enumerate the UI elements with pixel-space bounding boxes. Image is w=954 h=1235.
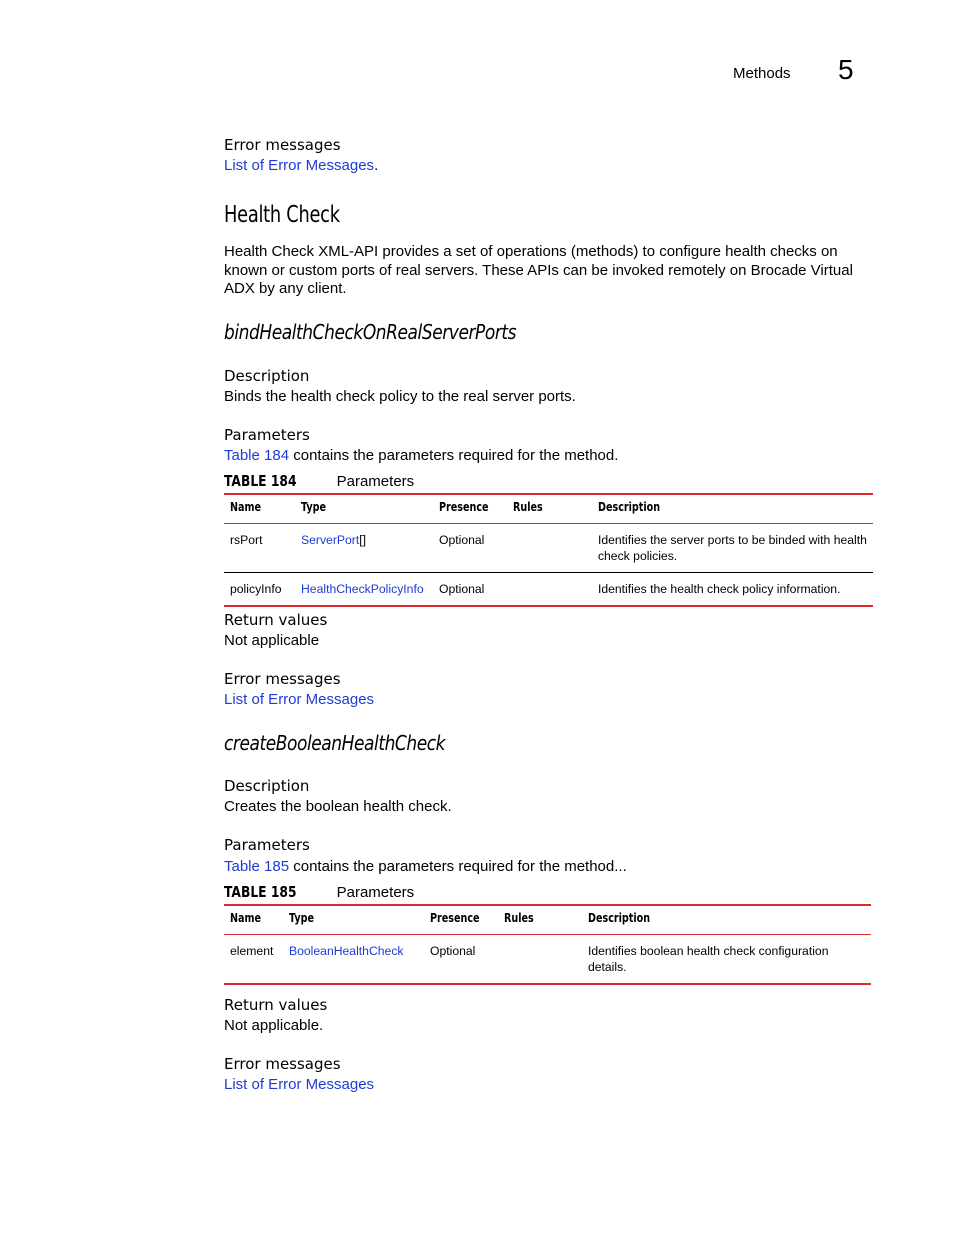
col-header-rules: Rules: [507, 494, 592, 524]
col-header-presence: Presence: [433, 494, 507, 524]
error-messages-heading: Error messages: [224, 136, 341, 154]
parameters-text: contains the parameters required for the method.: [289, 447, 619, 464]
description-heading: Description: [224, 367, 310, 385]
table-caption-text: Parameters: [336, 884, 415, 901]
table-caption-text: Parameters: [336, 473, 415, 490]
table-label: TABLE 184: [224, 472, 297, 490]
type-suffix: []: [359, 533, 367, 547]
description-text: Binds the health check policy to the real server ports.: [224, 388, 576, 405]
table-185-link[interactable]: Table 185: [224, 858, 290, 875]
cell-presence: Optional: [433, 524, 507, 573]
col-header-rules: Rules: [498, 905, 582, 935]
return-values-text: Not applicable.: [224, 1017, 324, 1034]
cell-rules: [507, 573, 592, 607]
type-link[interactable]: BooleanHealthCheck: [289, 944, 404, 958]
running-header-section: Methods: [733, 65, 791, 82]
error-messages-link[interactable]: List of Error Messages: [224, 1076, 375, 1093]
return-values-heading: Return values: [224, 996, 328, 1014]
cell-description: Identifies the server ports to be binded with health check policies.: [592, 524, 873, 573]
error-messages-line: [224, 691, 374, 710]
error-messages-line: [224, 1076, 374, 1095]
cell-rules: [507, 524, 592, 573]
section-title: Health Check: [224, 202, 340, 228]
parameters-text: contains the parameters required for the method...: [289, 858, 627, 875]
section-intro: Health Check XML-API provides a set of operations (methods) to configure health checks on known or custom ports of real servers. These APIs can be invoked remotely on Brocade Virtual ADX by any client.: [224, 243, 853, 297]
parameters-table-184: [224, 493, 873, 607]
col-header-name: Name: [224, 494, 295, 524]
cell-type: [283, 935, 424, 985]
parameters-heading: Parameters: [224, 836, 310, 854]
col-header-type: Type: [295, 494, 433, 524]
col-header-name: Name: [224, 905, 283, 935]
type-link[interactable]: ServerPort: [301, 533, 360, 547]
table-row: [224, 935, 871, 985]
table-row: [224, 573, 873, 607]
cell-type: [295, 573, 433, 607]
col-header-type: Type: [283, 905, 424, 935]
error-messages-heading: Error messages: [224, 670, 341, 688]
parameters-table-185: [224, 904, 871, 985]
chapter-number: 5: [838, 54, 854, 85]
col-header-description: Description: [582, 905, 871, 935]
error-messages-heading: Error messages: [224, 1055, 341, 1073]
error-messages-link[interactable]: List of Error Messages: [224, 157, 375, 174]
table-header-row: [224, 905, 871, 935]
return-values-text: Not applicable: [224, 632, 320, 649]
type-link[interactable]: HealthCheckPolicyInfo: [301, 582, 424, 596]
description-heading: Description: [224, 777, 310, 795]
col-header-presence: Presence: [424, 905, 498, 935]
col-header-description: Description: [592, 494, 873, 524]
parameters-line: [224, 447, 618, 466]
cell-description: Identifies the health check policy information.: [592, 573, 873, 607]
cell-presence: Optional: [424, 935, 498, 985]
table-header-row: [224, 494, 873, 524]
table-label: TABLE 185: [224, 883, 297, 901]
cell-description: Identifies boolean health check configuration details.: [582, 935, 871, 985]
error-messages-link[interactable]: List of Error Messages: [224, 691, 375, 708]
return-values-heading: Return values: [224, 611, 328, 629]
cell-name: element: [224, 935, 283, 985]
period: .: [374, 157, 379, 174]
method-title-bind: bindHealthCheckOnRealServerPorts: [224, 320, 517, 344]
cell-type: [295, 524, 433, 573]
description-text: Creates the boolean health check.: [224, 798, 452, 815]
cell-presence: Optional: [433, 573, 507, 607]
cell-name: rsPort: [224, 524, 295, 573]
cell-name: policyInfo: [224, 573, 295, 607]
method-title-boolean: createBooleanHealthCheck: [224, 731, 446, 755]
table-caption: [224, 472, 414, 490]
table-184-link[interactable]: Table 184: [224, 447, 290, 464]
parameters-line: [224, 858, 627, 877]
table-row: [224, 524, 873, 573]
parameters-heading: Parameters: [224, 426, 310, 444]
table-caption: [224, 883, 414, 901]
cell-rules: [498, 935, 582, 985]
error-messages-line: [224, 157, 378, 176]
